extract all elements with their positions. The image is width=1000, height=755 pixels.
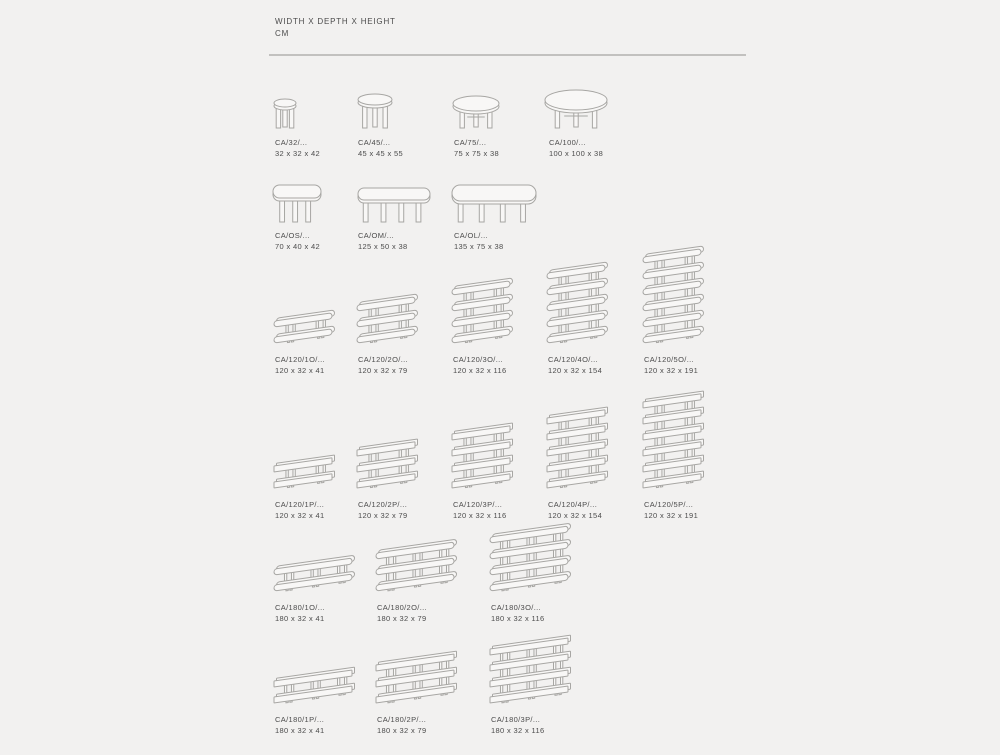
product-item [644, 354, 698, 376]
shelf-illustration [450, 425, 514, 492]
shelf-illustration [272, 557, 356, 595]
product-dimensions: 120 x 32 x 79 [358, 511, 408, 520]
product-dimensions: 75 x 75 x 38 [454, 149, 500, 158]
shelf-illustration [545, 409, 609, 492]
product-dimensions: 120 x 32 x 79 [358, 366, 408, 375]
product-code: CA/120/4P/... [548, 500, 598, 509]
shelf-illustration [374, 653, 458, 707]
product-dimensions: 180 x 32 x 79 [377, 726, 427, 735]
product-dimensions: 120 x 32 x 191 [644, 511, 699, 520]
product-dimensions: 125 x 50 x 38 [358, 242, 408, 251]
product-item [377, 602, 427, 624]
product-code: CA/OM/... [358, 231, 395, 240]
round-table-illustration [356, 93, 394, 130]
round-table-illustration [543, 89, 609, 130]
product-dimensions: 45 x 45 x 55 [358, 149, 404, 158]
product-item [377, 714, 427, 736]
shelf-illustration [272, 457, 336, 492]
product-code: CA/180/1P/... [275, 715, 325, 724]
product-code: CA/120/2P/... [358, 500, 408, 509]
oval-table-illustration [271, 184, 323, 223]
oval-table-illustration [356, 187, 432, 223]
header-divider [269, 54, 746, 56]
shelf-illustration [545, 264, 609, 347]
product-code: CA/180/1O/... [275, 603, 325, 612]
product-item [275, 714, 325, 736]
product-code: CA/120/1O/... [275, 355, 325, 364]
page-header [275, 16, 396, 40]
product-dimensions: 70 x 40 x 42 [275, 242, 321, 251]
shelf-illustration [488, 525, 572, 595]
product-item [275, 137, 320, 159]
product-code: CA/120/3O/... [453, 355, 503, 364]
product-code: CA/120/4O/... [548, 355, 598, 364]
product-dimensions: 120 x 32 x 41 [275, 511, 325, 520]
product-item [644, 499, 698, 521]
shelf-illustration [488, 637, 572, 707]
round-table-illustration [272, 98, 298, 130]
product-item [358, 354, 408, 376]
product-code: CA/32/... [275, 138, 308, 147]
product-dimensions: 100 x 100 x 38 [549, 149, 604, 158]
oval-table-illustration [450, 184, 538, 223]
shelf-illustration [641, 393, 705, 492]
product-dimensions: 180 x 32 x 41 [275, 614, 325, 623]
shelf-illustration [355, 441, 419, 492]
product-item [453, 499, 507, 521]
product-item [275, 602, 325, 624]
product-dimensions: 120 x 32 x 41 [275, 366, 325, 375]
product-code: CA/OS/... [275, 231, 310, 240]
product-dimensions: 135 x 75 x 38 [454, 242, 504, 251]
product-item [491, 602, 545, 624]
product-item [358, 499, 408, 521]
product-item [548, 499, 602, 521]
product-dimensions: 180 x 32 x 116 [491, 726, 545, 735]
product-code: CA/120/5O/... [644, 355, 694, 364]
shelf-illustration [272, 669, 356, 707]
product-dimensions: 32 x 32 x 42 [275, 149, 321, 158]
product-dimensions: 120 x 32 x 154 [548, 511, 603, 520]
product-code: CA/120/2O/... [358, 355, 408, 364]
shelf-illustration [450, 280, 514, 347]
product-item [491, 714, 545, 736]
product-code: CA/180/2O/... [377, 603, 427, 612]
product-code: CA/180/2P/... [377, 715, 427, 724]
product-item [275, 354, 325, 376]
shelf-illustration [355, 296, 419, 347]
product-item [548, 354, 602, 376]
product-item [453, 354, 507, 376]
product-code: CA/180/3P/... [491, 715, 541, 724]
header-title: WIDTH X DEPTH X HEIGHT [275, 17, 396, 26]
product-code: CA/45/... [358, 138, 391, 147]
product-dimensions: 120 x 32 x 154 [548, 366, 603, 375]
product-item [454, 137, 499, 159]
shelf-illustration [272, 312, 336, 347]
product-code: CA/OL/... [454, 231, 488, 240]
shelf-illustration [374, 541, 458, 595]
product-code: CA/180/3O/... [491, 603, 541, 612]
shelf-illustration [641, 248, 705, 347]
product-item [454, 230, 504, 252]
product-dimensions: 120 x 32 x 191 [644, 366, 699, 375]
product-code: CA/120/3P/... [453, 500, 503, 509]
product-item [275, 230, 320, 252]
round-table-illustration [451, 95, 501, 130]
product-dimensions: 180 x 32 x 79 [377, 614, 427, 623]
product-dimensions: 180 x 32 x 41 [275, 726, 325, 735]
header-unit: CM [275, 29, 290, 38]
product-code: CA/120/1P/... [275, 500, 325, 509]
product-item [549, 137, 603, 159]
product-code: CA/75/... [454, 138, 487, 147]
product-item [358, 230, 408, 252]
product-dimensions: 120 x 32 x 116 [453, 511, 507, 520]
product-item [275, 499, 325, 521]
product-code: CA/100/... [549, 138, 586, 147]
product-dimensions: 120 x 32 x 116 [453, 366, 507, 375]
product-item [358, 137, 403, 159]
product-dimensions: 180 x 32 x 116 [491, 614, 545, 623]
product-code: CA/120/5P/... [644, 500, 694, 509]
